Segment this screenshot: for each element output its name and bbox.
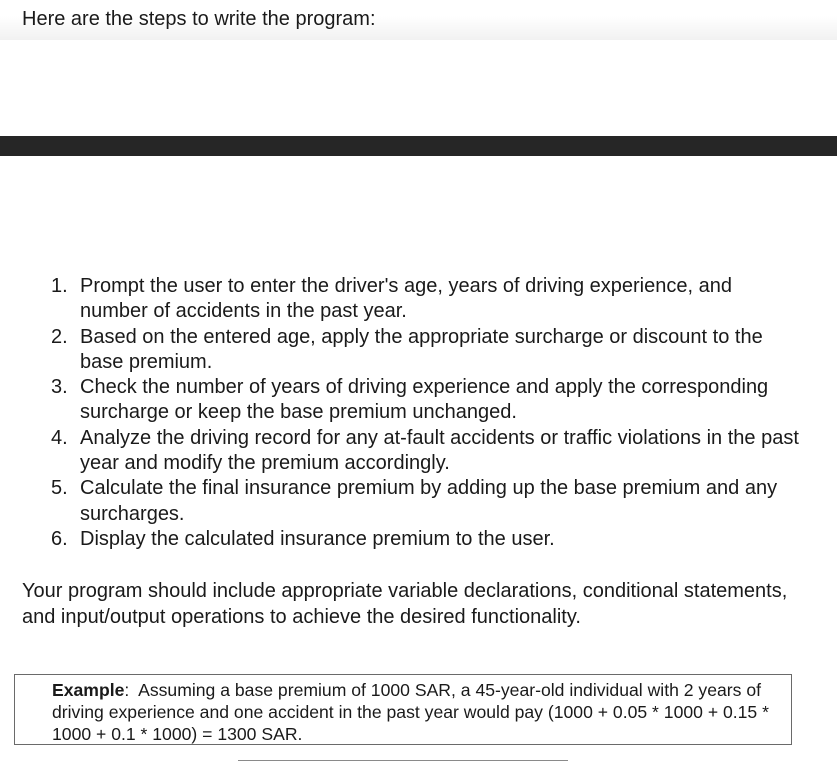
- example-text: Assuming a base premium of 1000 SAR, a 45-year-old individual with 2 years of driving experience and one accident in the past year would pay (1000 + 0.05 * 1000 + 0.15 * 1000 + 0.1 * 1000) = 1300 SAR.: [52, 680, 769, 744]
- example-colon: :: [124, 680, 130, 700]
- steps-list: [51, 274, 800, 552]
- closing-paragraph: Your program should include appropriate variable declarations, conditional statements, and input/output operations to achieve the desired functionality.: [22, 580, 788, 628]
- step-number: 1.: [51, 275, 68, 297]
- intro-text: Here are the steps to write the program:: [22, 8, 376, 30]
- example-box: [14, 674, 792, 745]
- step-text: Check the number of years of driving experience and apply the corresponding surcharge or keep the base premium unchanged.: [80, 376, 769, 424]
- black-band: [0, 136, 837, 156]
- step-number: 5.: [51, 477, 68, 500]
- step-number: 4.: [51, 426, 68, 449]
- step-item: [51, 527, 800, 552]
- step-number: 6.: [51, 527, 68, 550]
- step-text: Display the calculated insurance premium to the user.: [80, 527, 555, 550]
- step-item: [51, 426, 800, 477]
- step-number: 2.: [51, 325, 68, 348]
- step-text: Calculate the final insurance premium by adding up the base premium and any surcharges.: [80, 477, 778, 525]
- step-item: [51, 375, 800, 426]
- step-text: Analyze the driving record for any at-fault accidents or traffic violations in the past year and modify the premium accordingly.: [80, 426, 799, 475]
- step-text: Prompt the user to enter the driver's age, years of driving experience, and number of accidents in the past year.: [80, 275, 732, 323]
- step-item: [51, 274, 800, 325]
- step-text: Based on the entered age, apply the appropriate surcharge or discount to the base premium.: [80, 325, 763, 373]
- step-item: [51, 325, 800, 376]
- step-number: 3.: [51, 376, 68, 399]
- example-label: Example: [52, 680, 125, 700]
- step-item: [51, 476, 800, 527]
